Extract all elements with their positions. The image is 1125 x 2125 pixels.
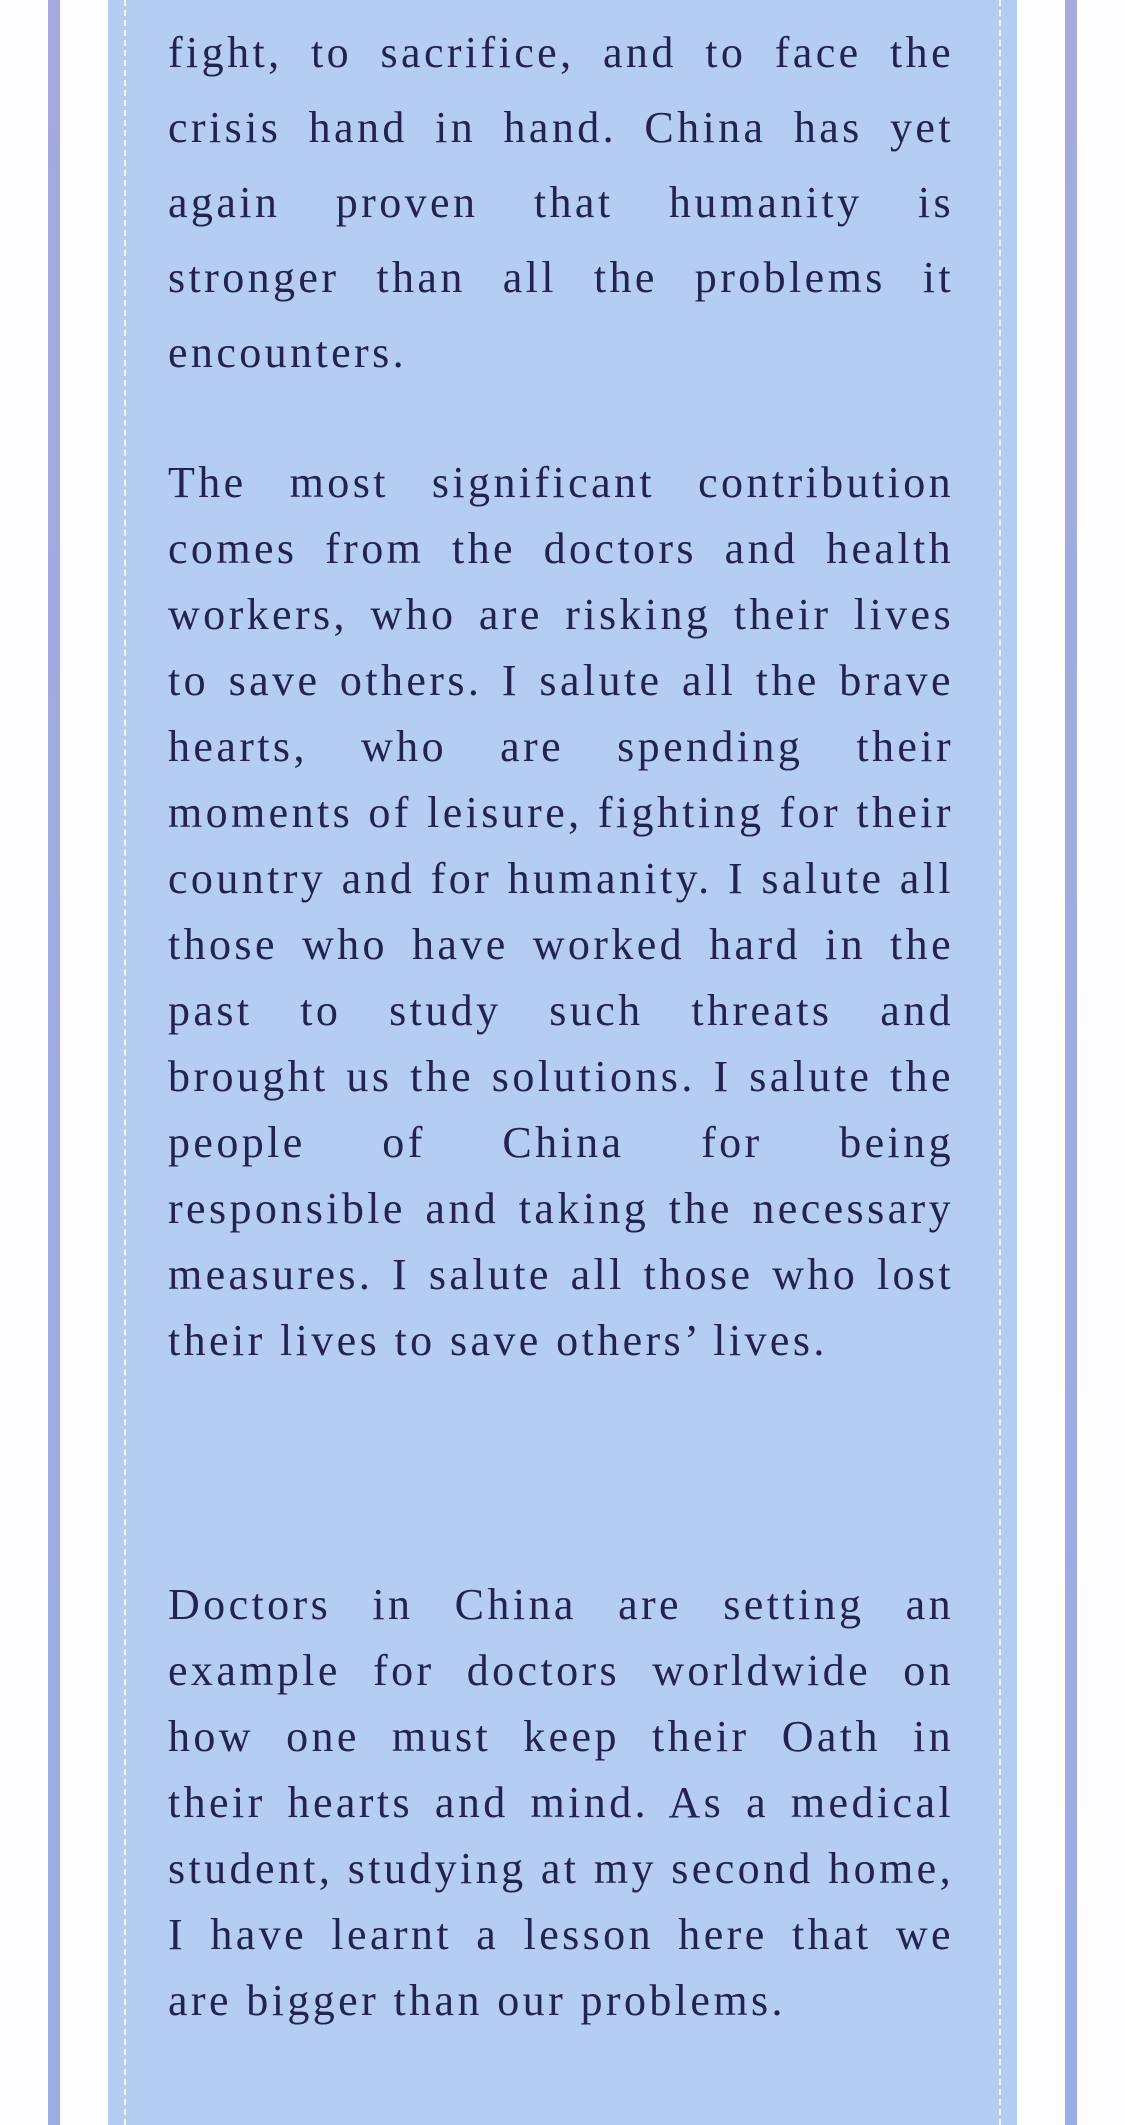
right-border-rail [1065, 0, 1077, 2125]
paragraph-doctors: Doctors in China are setting an example for doctors worldwide on how one must keep their Oath in their hearts and mind. As a medical student, studying at my second home, I have learnt a lesson here that we are bigger than our problems. [168, 1580, 954, 2025]
left-dashed-border [124, 0, 126, 2125]
paragraph-contribution: The most significant contribution comes from the doctors and health workers, who are risking their lives to save others. I salute all the brave hearts, who are spending their moments of leisure, fighting for their country and for humanity. I salute all those who have worked hard in the past to study such threats and brought us the solutions. I salute the people of China for being responsible and taking the necessary measures. I salute all those who lost their lives to save others’ lives. [168, 458, 954, 1365]
left-border-rail [48, 0, 60, 2125]
paragraph-humanity: fight, to sacrifice, and to face the crisis hand in hand. China has yet again proven that humanity is stronger than all the problems it encounters. [168, 28, 954, 377]
right-dashed-border [999, 0, 1001, 2125]
